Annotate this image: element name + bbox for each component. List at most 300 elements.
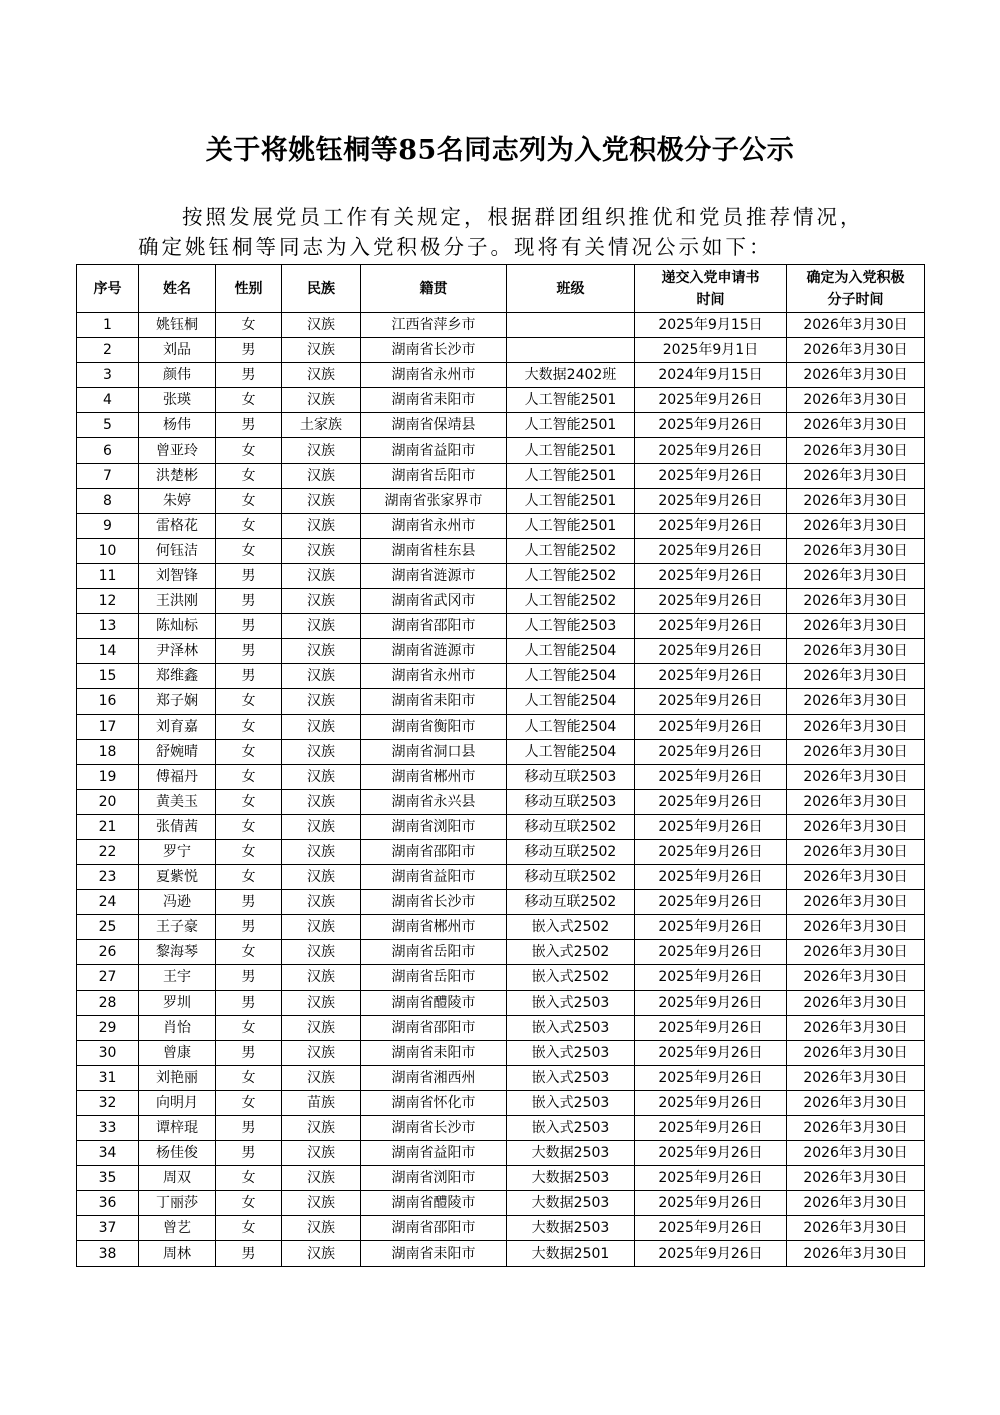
cell-no: 2	[77, 338, 139, 363]
cell-apply-date: 2025年9月26日	[635, 940, 787, 965]
cell-name: 肖怡	[139, 1015, 216, 1040]
cell-gender: 女	[216, 1015, 282, 1040]
cell-no: 34	[77, 1141, 139, 1166]
table-row	[77, 563, 925, 588]
table-row	[77, 589, 925, 614]
cell-apply-date: 2025年9月26日	[635, 714, 787, 739]
cell-gender: 女	[216, 689, 282, 714]
table-row	[77, 488, 925, 513]
cell-no: 6	[77, 438, 139, 463]
page-title: 关于将姚钰桐等85名同志列为入党积极分子公示	[205, 135, 795, 166]
cell-name: 杨伟	[139, 413, 216, 438]
cell-apply-date: 2025年9月26日	[635, 1191, 787, 1216]
cell-no: 10	[77, 538, 139, 563]
cell-name: 颜伟	[139, 363, 216, 388]
cell-apply-date: 2025年9月26日	[635, 614, 787, 639]
cell-class: 移动互联2502	[507, 839, 635, 864]
cell-confirm-date: 2026年3月30日	[787, 538, 925, 563]
cell-apply-date: 2025年9月26日	[635, 589, 787, 614]
cell-class: 人工智能2504	[507, 639, 635, 664]
table-row	[77, 915, 925, 940]
cell-class: 嵌入式2503	[507, 1065, 635, 1090]
cell-confirm-date: 2026年3月30日	[787, 463, 925, 488]
cell-class: 移动互联2503	[507, 789, 635, 814]
cell-confirm-date: 2026年3月30日	[787, 789, 925, 814]
cell-origin: 湖南省涟源市	[361, 639, 507, 664]
cell-confirm-date: 2026年3月30日	[787, 363, 925, 388]
cell-ethnicity: 汉族	[282, 714, 361, 739]
cell-no: 21	[77, 814, 139, 839]
cell-class: 人工智能2501	[507, 513, 635, 538]
cell-apply-date: 2025年9月26日	[635, 1216, 787, 1241]
cell-name: 丁丽莎	[139, 1191, 216, 1216]
cell-apply-date: 2025年9月26日	[635, 438, 787, 463]
cell-ethnicity: 汉族	[282, 940, 361, 965]
cell-name: 陈灿标	[139, 614, 216, 639]
cell-origin: 湖南省永兴县	[361, 789, 507, 814]
cell-ethnicity: 汉族	[282, 639, 361, 664]
table-row	[77, 388, 925, 413]
header-confirm-date-line1: 确定为入党积极	[806, 269, 905, 286]
cell-origin: 湖南省郴州市	[361, 764, 507, 789]
cell-ethnicity: 汉族	[282, 865, 361, 890]
table-row	[77, 338, 925, 363]
cell-origin: 湖南省岳阳市	[361, 940, 507, 965]
cell-gender: 女	[216, 714, 282, 739]
cell-origin: 湖南省邵阳市	[361, 614, 507, 639]
cell-name: 王子豪	[139, 915, 216, 940]
cell-ethnicity: 汉族	[282, 1065, 361, 1090]
cell-confirm-date: 2026年3月30日	[787, 388, 925, 413]
cell-class: 人工智能2501	[507, 438, 635, 463]
cell-no: 33	[77, 1116, 139, 1141]
cell-no: 31	[77, 1065, 139, 1090]
cell-origin: 湖南省醴陵市	[361, 1191, 507, 1216]
cell-confirm-date: 2026年3月30日	[787, 1166, 925, 1191]
cell-ethnicity: 汉族	[282, 965, 361, 990]
cell-origin: 江西省萍乡市	[361, 313, 507, 338]
cell-confirm-date: 2026年3月30日	[787, 438, 925, 463]
cell-origin: 湖南省长沙市	[361, 1116, 507, 1141]
cell-gender: 男	[216, 1116, 282, 1141]
cell-name: 黄美玉	[139, 789, 216, 814]
cell-gender: 女	[216, 1216, 282, 1241]
cell-no: 12	[77, 589, 139, 614]
cell-apply-date: 2025年9月26日	[635, 839, 787, 864]
cell-ethnicity: 汉族	[282, 789, 361, 814]
cell-apply-date: 2024年9月15日	[635, 363, 787, 388]
cell-no: 26	[77, 940, 139, 965]
header-class: 班级	[507, 265, 635, 313]
cell-class: 大数据2503	[507, 1166, 635, 1191]
cell-no: 11	[77, 563, 139, 588]
cell-origin: 湖南省洞口县	[361, 739, 507, 764]
cell-name: 王洪刚	[139, 589, 216, 614]
cell-no: 38	[77, 1241, 139, 1266]
cell-apply-date: 2025年9月26日	[635, 563, 787, 588]
cell-name: 尹泽林	[139, 639, 216, 664]
table-row	[77, 538, 925, 563]
cell-ethnicity: 汉族	[282, 589, 361, 614]
cell-gender: 女	[216, 538, 282, 563]
cell-confirm-date: 2026年3月30日	[787, 890, 925, 915]
cell-gender: 男	[216, 915, 282, 940]
table-row	[77, 689, 925, 714]
table-row	[77, 1090, 925, 1115]
roster-table	[76, 264, 925, 1267]
table-row	[77, 313, 925, 338]
cell-name: 夏紫悦	[139, 865, 216, 890]
cell-gender: 女	[216, 1166, 282, 1191]
cell-ethnicity: 汉族	[282, 538, 361, 563]
cell-gender: 女	[216, 814, 282, 839]
cell-name: 罗宁	[139, 839, 216, 864]
cell-name: 雷格花	[139, 513, 216, 538]
cell-gender: 男	[216, 965, 282, 990]
cell-gender: 男	[216, 1141, 282, 1166]
table-row	[77, 614, 925, 639]
table-row	[77, 1040, 925, 1065]
cell-name: 郑维鑫	[139, 664, 216, 689]
header-gender: 性别	[216, 265, 282, 313]
table-row	[77, 1191, 925, 1216]
cell-no: 37	[77, 1216, 139, 1241]
table-row	[77, 463, 925, 488]
cell-apply-date: 2025年9月26日	[635, 664, 787, 689]
cell-name: 黎海琴	[139, 940, 216, 965]
cell-class: 大数据2503	[507, 1141, 635, 1166]
table-row	[77, 664, 925, 689]
cell-name: 洪楚彬	[139, 463, 216, 488]
cell-class: 嵌入式2503	[507, 1040, 635, 1065]
table-row	[77, 1241, 925, 1266]
cell-origin: 湖南省浏阳市	[361, 1166, 507, 1191]
cell-origin: 湖南省益阳市	[361, 438, 507, 463]
cell-origin: 湖南省长沙市	[361, 338, 507, 363]
header-name: 姓名	[139, 265, 216, 313]
cell-name: 周双	[139, 1166, 216, 1191]
cell-origin: 湖南省涟源市	[361, 563, 507, 588]
table-row	[77, 814, 925, 839]
cell-gender: 男	[216, 338, 282, 363]
cell-name: 曾康	[139, 1040, 216, 1065]
cell-gender: 男	[216, 614, 282, 639]
cell-no: 35	[77, 1166, 139, 1191]
cell-confirm-date: 2026年3月30日	[787, 1141, 925, 1166]
table-row	[77, 865, 925, 890]
cell-apply-date: 2025年9月1日	[635, 338, 787, 363]
cell-ethnicity: 汉族	[282, 990, 361, 1015]
cell-apply-date: 2025年9月26日	[635, 739, 787, 764]
cell-apply-date: 2025年9月26日	[635, 915, 787, 940]
cell-confirm-date: 2026年3月30日	[787, 1191, 925, 1216]
table-row	[77, 990, 925, 1015]
cell-no: 7	[77, 463, 139, 488]
cell-origin: 湖南省怀化市	[361, 1090, 507, 1115]
cell-class: 人工智能2504	[507, 689, 635, 714]
cell-origin: 湖南省长沙市	[361, 890, 507, 915]
cell-origin: 湖南省浏阳市	[361, 814, 507, 839]
cell-class: 嵌入式2503	[507, 1090, 635, 1115]
cell-ethnicity: 土家族	[282, 413, 361, 438]
cell-class	[507, 338, 635, 363]
cell-gender: 男	[216, 990, 282, 1015]
cell-confirm-date: 2026年3月30日	[787, 413, 925, 438]
table-row	[77, 1216, 925, 1241]
cell-no: 32	[77, 1090, 139, 1115]
table-row	[77, 513, 925, 538]
cell-name: 刘艳丽	[139, 1065, 216, 1090]
cell-origin: 湖南省邵阳市	[361, 1015, 507, 1040]
header-origin: 籍贯	[361, 265, 507, 313]
cell-ethnicity: 汉族	[282, 363, 361, 388]
cell-no: 30	[77, 1040, 139, 1065]
cell-class: 大数据2402班	[507, 363, 635, 388]
cell-class: 嵌入式2503	[507, 1015, 635, 1040]
table-row	[77, 1065, 925, 1090]
cell-origin: 湖南省岳阳市	[361, 965, 507, 990]
cell-apply-date: 2025年9月26日	[635, 1015, 787, 1040]
cell-class: 人工智能2504	[507, 739, 635, 764]
cell-confirm-date: 2026年3月30日	[787, 1090, 925, 1115]
cell-class: 大数据2503	[507, 1216, 635, 1241]
cell-name: 姚钰桐	[139, 313, 216, 338]
cell-ethnicity: 汉族	[282, 438, 361, 463]
header-apply-date	[635, 265, 787, 313]
cell-apply-date: 2025年9月26日	[635, 789, 787, 814]
cell-no: 9	[77, 513, 139, 538]
table-row	[77, 1141, 925, 1166]
cell-class: 嵌入式2503	[507, 1116, 635, 1141]
cell-name: 罗圳	[139, 990, 216, 1015]
cell-origin: 湖南省永州市	[361, 664, 507, 689]
cell-origin: 湖南省郴州市	[361, 915, 507, 940]
cell-ethnicity: 汉族	[282, 664, 361, 689]
cell-class: 移动互联2502	[507, 865, 635, 890]
table-row	[77, 639, 925, 664]
cell-class: 嵌入式2502	[507, 915, 635, 940]
cell-origin: 湖南省保靖县	[361, 413, 507, 438]
cell-apply-date: 2025年9月26日	[635, 764, 787, 789]
cell-name: 郑子娴	[139, 689, 216, 714]
cell-no: 18	[77, 739, 139, 764]
cell-no: 20	[77, 789, 139, 814]
cell-name: 曾艺	[139, 1216, 216, 1241]
cell-no: 15	[77, 664, 139, 689]
cell-name: 冯逊	[139, 890, 216, 915]
cell-class: 移动互联2503	[507, 764, 635, 789]
cell-gender: 女	[216, 739, 282, 764]
cell-origin: 湖南省湘西州	[361, 1065, 507, 1090]
cell-name: 王宇	[139, 965, 216, 990]
cell-apply-date: 2025年9月26日	[635, 1141, 787, 1166]
cell-no: 19	[77, 764, 139, 789]
cell-ethnicity: 汉族	[282, 915, 361, 940]
table-row	[77, 940, 925, 965]
cell-confirm-date: 2026年3月30日	[787, 664, 925, 689]
cell-gender: 女	[216, 764, 282, 789]
cell-apply-date: 2025年9月26日	[635, 488, 787, 513]
cell-confirm-date: 2026年3月30日	[787, 940, 925, 965]
cell-apply-date: 2025年9月26日	[635, 1166, 787, 1191]
cell-confirm-date: 2026年3月30日	[787, 1216, 925, 1241]
cell-no: 14	[77, 639, 139, 664]
cell-origin: 湖南省益阳市	[361, 865, 507, 890]
cell-gender: 女	[216, 789, 282, 814]
cell-no: 5	[77, 413, 139, 438]
cell-gender: 女	[216, 1065, 282, 1090]
cell-origin: 湖南省邵阳市	[361, 839, 507, 864]
cell-confirm-date: 2026年3月30日	[787, 513, 925, 538]
cell-class: 人工智能2503	[507, 614, 635, 639]
cell-confirm-date: 2026年3月30日	[787, 1015, 925, 1040]
cell-gender: 女	[216, 488, 282, 513]
cell-gender: 女	[216, 438, 282, 463]
cell-confirm-date: 2026年3月30日	[787, 1065, 925, 1090]
cell-name: 刘智锋	[139, 563, 216, 588]
cell-apply-date: 2025年9月15日	[635, 313, 787, 338]
cell-confirm-date: 2026年3月30日	[787, 739, 925, 764]
cell-apply-date: 2025年9月26日	[635, 890, 787, 915]
cell-ethnicity: 苗族	[282, 1090, 361, 1115]
header-ethnicity: 民族	[282, 265, 361, 313]
cell-gender: 男	[216, 1040, 282, 1065]
cell-gender: 女	[216, 865, 282, 890]
cell-name: 向明月	[139, 1090, 216, 1115]
cell-no: 25	[77, 915, 139, 940]
cell-name: 张瑛	[139, 388, 216, 413]
cell-ethnicity: 汉族	[282, 1015, 361, 1040]
cell-ethnicity: 汉族	[282, 1040, 361, 1065]
cell-confirm-date: 2026年3月30日	[787, 1116, 925, 1141]
cell-class: 人工智能2502	[507, 563, 635, 588]
table-row	[77, 965, 925, 990]
cell-apply-date: 2025年9月26日	[635, 513, 787, 538]
cell-confirm-date: 2026年3月30日	[787, 764, 925, 789]
table-row	[77, 413, 925, 438]
cell-ethnicity: 汉族	[282, 563, 361, 588]
cell-origin: 湖南省耒阳市	[361, 689, 507, 714]
cell-ethnicity: 汉族	[282, 1241, 361, 1266]
cell-apply-date: 2025年9月26日	[635, 1040, 787, 1065]
cell-class: 人工智能2502	[507, 538, 635, 563]
cell-apply-date: 2025年9月26日	[635, 965, 787, 990]
table-row	[77, 890, 925, 915]
header-apply-date-line2: 时间	[696, 291, 725, 308]
cell-no: 17	[77, 714, 139, 739]
cell-class: 嵌入式2502	[507, 965, 635, 990]
table-row	[77, 764, 925, 789]
cell-class: 人工智能2501	[507, 463, 635, 488]
cell-class: 人工智能2501	[507, 488, 635, 513]
cell-origin: 湖南省醴陵市	[361, 990, 507, 1015]
cell-ethnicity: 汉族	[282, 764, 361, 789]
cell-ethnicity: 汉族	[282, 739, 361, 764]
cell-gender: 女	[216, 388, 282, 413]
cell-apply-date: 2025年9月26日	[635, 639, 787, 664]
intro-paragraph: 按照发展党员工作有关规定，根据群团组织推优和党员推荐情况，确定姚钰桐等同志为入党积极分子。现将有关情况公示如下：	[138, 205, 864, 259]
cell-ethnicity: 汉族	[282, 388, 361, 413]
cell-origin: 湖南省衡阳市	[361, 714, 507, 739]
cell-name: 何钰洁	[139, 538, 216, 563]
cell-no: 16	[77, 689, 139, 714]
cell-apply-date: 2025年9月26日	[635, 1065, 787, 1090]
cell-ethnicity: 汉族	[282, 313, 361, 338]
table-row	[77, 839, 925, 864]
cell-class: 人工智能2502	[507, 589, 635, 614]
table-row	[77, 1015, 925, 1040]
cell-ethnicity: 汉族	[282, 689, 361, 714]
table-row	[77, 1166, 925, 1191]
cell-confirm-date: 2026年3月30日	[787, 563, 925, 588]
cell-confirm-date: 2026年3月30日	[787, 589, 925, 614]
cell-no: 29	[77, 1015, 139, 1040]
cell-gender: 男	[216, 413, 282, 438]
cell-apply-date: 2025年9月26日	[635, 990, 787, 1015]
cell-confirm-date: 2026年3月30日	[787, 614, 925, 639]
cell-ethnicity: 汉族	[282, 839, 361, 864]
cell-ethnicity: 汉族	[282, 1166, 361, 1191]
header-confirm-date-line2: 分子时间	[827, 291, 884, 308]
cell-origin: 湖南省张家界市	[361, 488, 507, 513]
cell-name: 舒婉晴	[139, 739, 216, 764]
cell-gender: 女	[216, 1090, 282, 1115]
cell-confirm-date: 2026年3月30日	[787, 814, 925, 839]
table-row	[77, 363, 925, 388]
cell-confirm-date: 2026年3月30日	[787, 865, 925, 890]
cell-name: 曾亚玲	[139, 438, 216, 463]
cell-gender: 男	[216, 1241, 282, 1266]
cell-origin: 湖南省耒阳市	[361, 388, 507, 413]
cell-origin: 湖南省武冈市	[361, 589, 507, 614]
header-no: 序号	[77, 265, 139, 313]
cell-gender: 女	[216, 313, 282, 338]
cell-no: 23	[77, 865, 139, 890]
cell-confirm-date: 2026年3月30日	[787, 965, 925, 990]
table-row	[77, 714, 925, 739]
cell-origin: 湖南省邵阳市	[361, 1216, 507, 1241]
cell-origin: 湖南省永州市	[361, 363, 507, 388]
cell-name: 刘品	[139, 338, 216, 363]
cell-apply-date: 2025年9月26日	[635, 463, 787, 488]
cell-origin: 湖南省桂东县	[361, 538, 507, 563]
cell-ethnicity: 汉族	[282, 463, 361, 488]
table-row	[77, 789, 925, 814]
cell-gender: 男	[216, 664, 282, 689]
table-header-row	[77, 265, 925, 313]
cell-class: 人工智能2504	[507, 714, 635, 739]
cell-class: 人工智能2501	[507, 413, 635, 438]
cell-name: 张倩茜	[139, 814, 216, 839]
cell-gender: 男	[216, 890, 282, 915]
cell-ethnicity: 汉族	[282, 1191, 361, 1216]
cell-origin: 湖南省耒阳市	[361, 1040, 507, 1065]
cell-ethnicity: 汉族	[282, 1116, 361, 1141]
cell-confirm-date: 2026年3月30日	[787, 1040, 925, 1065]
cell-ethnicity: 汉族	[282, 338, 361, 363]
cell-confirm-date: 2026年3月30日	[787, 313, 925, 338]
cell-name: 周林	[139, 1241, 216, 1266]
cell-name: 刘育嘉	[139, 714, 216, 739]
cell-confirm-date: 2026年3月30日	[787, 839, 925, 864]
cell-no: 3	[77, 363, 139, 388]
header-confirm-date	[787, 265, 925, 313]
cell-apply-date: 2025年9月26日	[635, 538, 787, 563]
cell-no: 36	[77, 1191, 139, 1216]
cell-no: 28	[77, 990, 139, 1015]
cell-class: 人工智能2504	[507, 664, 635, 689]
cell-confirm-date: 2026年3月30日	[787, 338, 925, 363]
